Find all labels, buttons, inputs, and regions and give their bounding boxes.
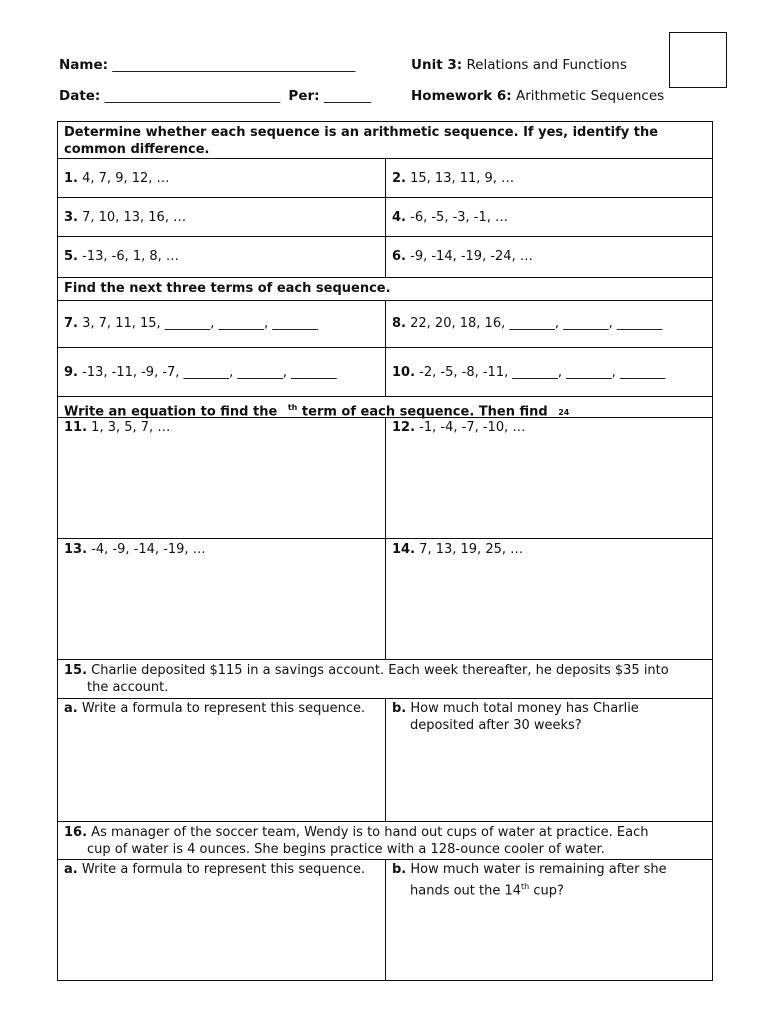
- problem-number: 3.: [64, 210, 78, 225]
- part-text-line1: How much water is remaining after she: [410, 862, 667, 877]
- problem-row: [58, 301, 712, 348]
- problem-number: 6.: [392, 249, 406, 264]
- homework-name: Arithmetic Sequences: [515, 88, 665, 104]
- problem-number: 4.: [392, 210, 406, 225]
- problem-14: [386, 539, 712, 659]
- problem-16a[interactable]: [58, 860, 386, 980]
- problem-15a[interactable]: [58, 699, 386, 821]
- problem-number: 1.: [64, 171, 78, 186]
- problem-text: -13, -6, 1, 8, …: [82, 249, 179, 264]
- part-label: b.: [392, 862, 407, 877]
- problem-text: 7, 13, 19, 25, …: [419, 542, 524, 557]
- problem-text: 3, 7, 11, 15, _______, _______, _______: [82, 316, 318, 331]
- worksheet-table: [57, 121, 713, 981]
- problem-row: [58, 539, 712, 660]
- part-text: Write a formula to represent this sequence.: [81, 701, 366, 716]
- problem-text: 1, 3, 5, 7, …: [91, 420, 171, 435]
- part-label: b.: [392, 701, 407, 716]
- homework-label: Homework 6:: [411, 88, 512, 104]
- section3-instruction-part1: Write an equation to find the: [64, 404, 278, 420]
- problem-16-parts-row: [58, 860, 712, 980]
- problem-6: [386, 237, 712, 277]
- homework-title: [411, 88, 664, 104]
- problem-number: 10.: [392, 365, 416, 380]
- problem-row: [58, 418, 712, 539]
- date-label: Date:: [59, 88, 101, 104]
- score-box[interactable]: [669, 32, 727, 88]
- problem-number: 15.: [64, 663, 88, 678]
- problem-text: -4, -9, -14, -19, …: [91, 542, 206, 557]
- unit-title: [411, 57, 627, 73]
- problem-9: [58, 348, 386, 396]
- problem-15-statement-row: [58, 660, 712, 699]
- problem-number: 14.: [392, 542, 416, 557]
- per-label: Per:: [288, 88, 320, 104]
- problem-1: [58, 159, 386, 197]
- name-blank[interactable]: ____________________________________: [112, 57, 356, 73]
- problem-5: [58, 237, 386, 277]
- part-text-line2: [392, 878, 706, 899]
- problem-15-line2: the account.: [87, 680, 169, 695]
- section1-instruction: Determine whether each sequence is an arithmetic sequence. If yes, identify the common difference.: [64, 125, 659, 157]
- problem-text: -6, -5, -3, -1, …: [410, 210, 509, 225]
- problem-16-statement-row: [58, 822, 712, 860]
- problem-number: 5.: [64, 249, 78, 264]
- part-text-line2: deposited after 30 weeks?: [410, 718, 582, 733]
- problem-number: 7.: [64, 316, 78, 331]
- problem-text: -13, -11, -9, -7, _______, _______, _______: [82, 365, 337, 380]
- problem-16b[interactable]: [386, 860, 712, 980]
- problem-number: 13.: [64, 542, 88, 557]
- section3-instruction-part2: term of each sequence. Then find: [301, 404, 548, 420]
- problem-16-line1: As manager of the soccer team, Wendy is to hand out cups of water at practice. Each: [91, 825, 649, 840]
- problem-16-statement: [58, 822, 712, 859]
- problem-number: 12.: [392, 420, 416, 435]
- problem-text: 15, 13, 11, 9, …: [410, 171, 515, 186]
- part-label: a.: [64, 862, 78, 877]
- problem-text: 22, 20, 18, 16, _______, _______, _______: [410, 316, 663, 331]
- problem-15b[interactable]: [386, 699, 712, 821]
- problem-row: [58, 198, 712, 237]
- date-row: [59, 88, 371, 104]
- problem-number: 9.: [64, 365, 78, 380]
- superscript-th: th: [287, 403, 298, 412]
- problem-number: 2.: [392, 171, 406, 186]
- per-blank[interactable]: _______: [323, 88, 372, 104]
- section2-instruction-row: [58, 278, 712, 301]
- problem-number: 8.: [392, 316, 406, 331]
- section3-instruction: [58, 397, 712, 420]
- part-label: a.: [64, 701, 78, 716]
- part-text: Write a formula to represent this sequence.: [81, 862, 366, 877]
- problem-13: [58, 539, 386, 659]
- part-text-line2b: cup?: [529, 883, 564, 899]
- problem-16-line2: cup of water is 4 ounces. She begins practice with a 128-ounce cooler of water.: [87, 842, 605, 857]
- problem-10: [386, 348, 712, 396]
- section2-instruction: Find the next three terms of each sequence.: [64, 281, 391, 296]
- problem-number: 16.: [64, 825, 88, 840]
- problem-text: 4, 7, 9, 12, …: [82, 171, 170, 186]
- unit-name: Relations and Functions: [466, 57, 627, 73]
- problem-15-statement: [58, 660, 712, 698]
- part-text-line1: How much total money has Charlie: [410, 701, 639, 716]
- problem-row: [58, 348, 712, 397]
- problem-text: -1, -4, -7, -10, …: [419, 420, 526, 435]
- problem-text: 7, 10, 13, 16, …: [82, 210, 187, 225]
- name-label: Name:: [59, 57, 109, 73]
- section3-instruction-row: [58, 397, 712, 418]
- problem-12: [386, 418, 712, 538]
- problem-15-parts-row: [58, 699, 712, 822]
- problem-text: -9, -14, -19, -24, …: [410, 249, 533, 264]
- date-blank[interactable]: __________________________: [104, 88, 281, 104]
- problem-number: 11.: [64, 420, 88, 435]
- part-text-line2a: hands out the 14: [410, 883, 522, 899]
- problem-text: -2, -5, -8, -11, _______, _______, _______: [419, 365, 666, 380]
- subscript-24: 24: [558, 408, 570, 418]
- problem-15-line1: Charlie deposited $115 in a savings account. Each week thereafter, he deposits $35 into: [91, 663, 669, 678]
- problem-4: [386, 198, 712, 236]
- problem-7: [58, 301, 386, 347]
- problem-11: [58, 418, 386, 538]
- problem-row: [58, 237, 712, 278]
- problem-row: [58, 159, 712, 198]
- name-row: [59, 57, 355, 73]
- problem-3: [58, 198, 386, 236]
- unit-label: Unit 3:: [411, 57, 463, 73]
- superscript-th: th: [521, 882, 530, 891]
- problem-8: [386, 301, 712, 347]
- section1-instruction-row: [58, 122, 712, 159]
- problem-2: [386, 159, 712, 197]
